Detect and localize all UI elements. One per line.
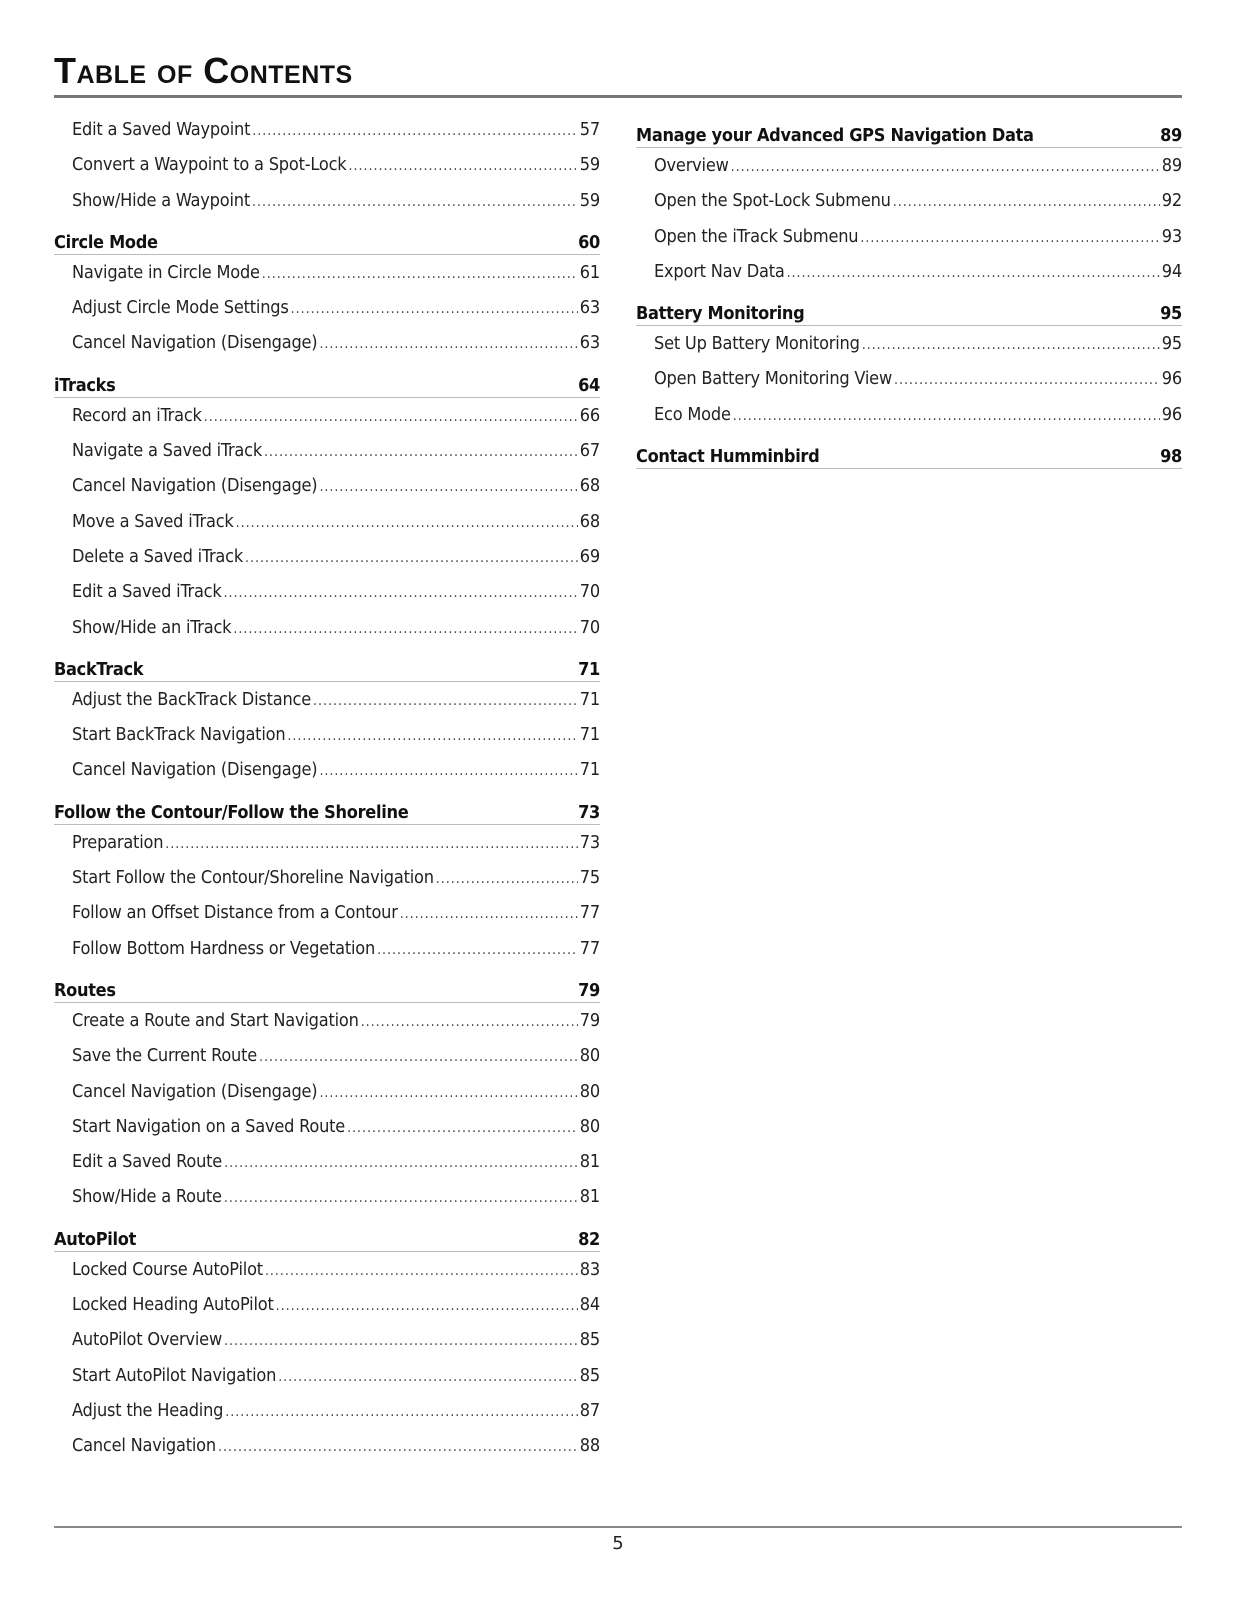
entry-label: Open Battery Monitoring View	[654, 368, 892, 390]
section-page-number: 89	[1160, 125, 1182, 146]
entry-page-number: 80	[579, 1115, 600, 1137]
dot-leader	[204, 400, 578, 435]
section-page-number: 73	[578, 801, 600, 823]
entry-page-number: 85	[579, 1364, 600, 1386]
entry-page-number: 83	[579, 1258, 600, 1280]
toc-entry[interactable]	[54, 147, 600, 182]
toc-entry[interactable]	[54, 717, 600, 752]
entry-label: Start BackTrack Navigation	[72, 724, 286, 746]
entry-label: Delete a Saved iTrack	[72, 545, 244, 567]
entry-label: Show/Hide a Waypoint	[72, 189, 250, 211]
toc-entry[interactable]	[54, 1109, 600, 1144]
dot-leader	[236, 506, 578, 541]
entry-page-number: 89	[1161, 155, 1182, 176]
dot-leader	[347, 1111, 578, 1146]
toc-entry[interactable]	[54, 290, 600, 325]
title-divider	[54, 95, 1182, 98]
section-heading[interactable]	[636, 296, 1182, 326]
dot-leader	[259, 1040, 578, 1075]
page-title: Table of Contents	[54, 50, 353, 91]
toc-section-battery-monitoring	[636, 296, 1182, 432]
entry-label: Navigate in Circle Mode	[72, 261, 260, 283]
dot-leader	[224, 1324, 578, 1359]
section-page-number: 79	[578, 979, 600, 1001]
entry-page-number: 71	[579, 724, 600, 746]
entry-page-number: 84	[579, 1294, 600, 1316]
entry-label: Cancel Navigation (Disengage)	[72, 759, 318, 781]
toc-entry[interactable]	[54, 1287, 600, 1322]
entry-label: Follow Bottom Hardness or Vegetation	[72, 937, 376, 959]
toc-entry[interactable]	[54, 398, 600, 433]
entry-page-number: 79	[579, 1009, 600, 1031]
toc-entry[interactable]	[54, 255, 600, 290]
entry-page-number: 63	[579, 332, 600, 354]
section-page-number: 71	[578, 658, 600, 680]
dot-leader	[225, 1395, 578, 1430]
dot-leader	[224, 1181, 578, 1216]
section-title: Routes	[54, 979, 116, 1001]
toc-entry[interactable]	[636, 397, 1182, 432]
toc-section-follow-the-contour-follow-the-shoreline	[54, 795, 600, 966]
toc-entry[interactable]	[54, 433, 600, 468]
toc-section-backtrack	[54, 652, 600, 788]
entry-label: Follow an Offset Distance from a Contour	[72, 902, 398, 924]
section-heading[interactable]	[54, 1222, 600, 1252]
entry-label: Navigate a Saved iTrack	[72, 440, 263, 462]
section-title: BackTrack	[54, 658, 144, 680]
entry-page-number: 57	[579, 119, 600, 140]
entry-label: Open the iTrack Submenu	[654, 225, 859, 247]
section-title: Contact Humminbird	[636, 446, 820, 468]
section-title: Circle Mode	[54, 231, 158, 253]
entry-page-number: 70	[579, 616, 600, 638]
toc-entry[interactable]	[54, 1003, 600, 1038]
toc-entry[interactable]	[54, 112, 600, 147]
toc-entry[interactable]	[54, 1144, 600, 1179]
dot-leader	[224, 1146, 578, 1181]
section-heading[interactable]	[54, 795, 600, 825]
entry-label: Convert a Waypoint to a Spot-Lock	[72, 154, 347, 176]
entry-page-number: 73	[579, 831, 600, 853]
entry-label: Cancel Navigation	[72, 1435, 216, 1457]
toc-entry[interactable]	[54, 1074, 600, 1109]
toc-entry[interactable]	[54, 1179, 600, 1214]
dot-leader	[252, 114, 578, 149]
entry-label: Create a Route and Start Navigation	[72, 1009, 359, 1031]
toc-section-itracks	[54, 368, 600, 645]
entry-page-number: 88	[579, 1435, 600, 1457]
entry-page-number: 70	[579, 581, 600, 603]
entry-page-number: 59	[579, 154, 600, 176]
entry-page-number: 80	[579, 1080, 600, 1102]
toc-entry[interactable]	[636, 254, 1182, 289]
dot-leader	[291, 292, 578, 327]
dot-leader	[348, 149, 577, 184]
entry-label: Overview	[654, 155, 729, 176]
toc-section-routes	[54, 973, 600, 1215]
dot-leader	[319, 470, 577, 505]
toc-entry[interactable]	[54, 895, 600, 930]
entry-page-number: 69	[579, 545, 600, 567]
entry-page-number: 93	[1161, 225, 1182, 247]
toc-entry[interactable]	[54, 1358, 600, 1393]
entry-label: Set Up Battery Monitoring	[654, 333, 860, 355]
dot-leader	[276, 1289, 578, 1324]
dot-leader	[165, 827, 578, 862]
entry-page-number: 92	[1161, 190, 1182, 212]
entry-label: Cancel Navigation (Disengage)	[72, 332, 318, 354]
dot-leader	[893, 185, 1160, 220]
entry-page-number: 71	[579, 688, 600, 710]
dot-leader	[319, 754, 577, 789]
dot-leader	[265, 1254, 578, 1289]
toc-entry[interactable]	[54, 682, 600, 717]
entry-label: Save the Current Route	[72, 1045, 258, 1067]
entry-label: Move a Saved iTrack	[72, 510, 234, 532]
dot-leader	[224, 576, 578, 611]
toc-entry[interactable]	[54, 539, 600, 574]
toc-section-continued	[54, 112, 600, 218]
entry-page-number: 67	[579, 440, 600, 462]
entry-label: Preparation	[72, 831, 164, 853]
entry-label: Start Follow the Contour/Shoreline Navigation	[72, 867, 434, 889]
entry-page-number: 61	[579, 261, 600, 283]
entry-page-number: 68	[579, 510, 600, 532]
section-title: AutoPilot	[54, 1228, 137, 1250]
toc-entry[interactable]	[54, 1252, 600, 1287]
entry-page-number: 94	[1161, 260, 1182, 282]
dot-leader	[252, 185, 578, 220]
dot-leader	[319, 327, 577, 362]
toc-entry[interactable]	[54, 1393, 600, 1428]
toc-entry[interactable]	[54, 468, 600, 503]
section-heading[interactable]	[54, 973, 600, 1003]
entry-page-number: 77	[579, 937, 600, 959]
entry-page-number: 85	[579, 1329, 600, 1351]
dot-leader	[319, 1076, 577, 1111]
dot-leader	[377, 933, 578, 968]
toc-entry[interactable]	[54, 825, 600, 860]
section-heading[interactable]	[54, 225, 600, 255]
entry-label: Adjust the BackTrack Distance	[72, 688, 312, 710]
toc-entry[interactable]	[54, 1322, 600, 1357]
toc-left-column	[54, 112, 600, 1471]
dot-leader	[733, 399, 1160, 434]
dot-leader	[218, 1430, 578, 1465]
section-title: iTracks	[54, 374, 116, 396]
section-page-number: 64	[578, 374, 600, 396]
section-heading[interactable]	[636, 439, 1182, 469]
entry-page-number: 63	[579, 297, 600, 319]
toc-entry[interactable]	[636, 219, 1182, 254]
entry-page-number: 81	[579, 1151, 600, 1173]
entry-page-number: 96	[1161, 403, 1182, 425]
section-title: Follow the Contour/Follow the Shoreline	[54, 801, 409, 823]
dot-leader	[787, 256, 1160, 291]
entry-page-number: 87	[579, 1399, 600, 1421]
toc-entry[interactable]	[54, 860, 600, 895]
entry-label: Adjust Circle Mode Settings	[72, 297, 289, 319]
dot-leader	[262, 257, 578, 292]
footer-divider	[54, 1526, 1182, 1528]
entry-label: Show/Hide a Route	[72, 1186, 222, 1208]
entry-label: Edit a Saved Waypoint	[72, 119, 251, 140]
entry-page-number: 71	[579, 759, 600, 781]
entry-label: Start AutoPilot Navigation	[72, 1364, 277, 1386]
entry-page-number: 95	[1161, 333, 1182, 355]
toc-entry[interactable]	[636, 148, 1182, 183]
toc-entry[interactable]	[636, 326, 1182, 361]
section-heading[interactable]	[636, 118, 1182, 148]
dot-leader	[313, 684, 578, 719]
section-page-number: 82	[578, 1228, 600, 1250]
toc-entry[interactable]	[54, 504, 600, 539]
entry-label: Show/Hide an iTrack	[72, 616, 232, 638]
toc-section-manage-your-advanced-gps-navigation-data	[636, 118, 1182, 289]
section-heading[interactable]	[54, 652, 600, 682]
toc-entry[interactable]	[54, 325, 600, 360]
toc-entry[interactable]	[54, 752, 600, 787]
dot-leader	[436, 862, 578, 897]
entry-label: AutoPilot Overview	[72, 1329, 222, 1351]
entry-page-number: 81	[579, 1186, 600, 1208]
entry-label: Cancel Navigation (Disengage)	[72, 1080, 318, 1102]
entry-label: Adjust the Heading	[72, 1399, 224, 1421]
toc-entry[interactable]	[54, 931, 600, 966]
toc-entry[interactable]	[636, 183, 1182, 218]
entry-label: Export Nav Data	[654, 260, 785, 282]
dot-leader	[860, 221, 1159, 256]
entry-page-number: 77	[579, 902, 600, 924]
dot-leader	[287, 719, 577, 754]
toc-entry[interactable]	[636, 361, 1182, 396]
entry-label: Open the Spot-Lock Submenu	[654, 190, 891, 212]
page-number: 5	[612, 1533, 624, 1554]
dot-leader	[233, 612, 577, 647]
entry-label: Locked Course AutoPilot	[72, 1258, 263, 1280]
entry-label: Record an iTrack	[72, 404, 202, 426]
toc-entry[interactable]	[54, 574, 600, 609]
entry-label: Cancel Navigation (Disengage)	[72, 475, 318, 497]
section-title: Battery Monitoring	[636, 303, 805, 325]
dot-leader	[731, 150, 1160, 185]
toc-section-contact-humminbird	[636, 439, 1182, 469]
section-page-number: 60	[578, 231, 600, 253]
dot-leader	[278, 1360, 578, 1395]
entry-page-number: 68	[579, 475, 600, 497]
entry-page-number: 75	[579, 867, 600, 889]
dot-leader	[894, 363, 1160, 398]
toc-section-autopilot	[54, 1222, 600, 1464]
section-page-number: 95	[1160, 303, 1182, 325]
toc-section-circle-mode	[54, 225, 600, 361]
section-page-number: 98	[1160, 446, 1182, 468]
dot-leader	[245, 541, 578, 576]
entry-label: Start Navigation on a Saved Route	[72, 1115, 346, 1137]
entry-page-number: 59	[579, 189, 600, 211]
toc-entry[interactable]	[54, 1038, 600, 1073]
entry-page-number: 66	[579, 404, 600, 426]
dot-leader	[264, 435, 578, 470]
section-title: Manage your Advanced GPS Navigation Data	[636, 125, 1034, 146]
dot-leader	[862, 328, 1160, 363]
toc-right-column	[636, 112, 1182, 476]
entry-label: Locked Heading AutoPilot	[72, 1294, 274, 1316]
entry-page-number: 96	[1161, 368, 1182, 390]
toc-entry[interactable]	[54, 1428, 600, 1463]
dot-leader	[400, 897, 578, 932]
entry-page-number: 80	[579, 1045, 600, 1067]
toc-entry[interactable]	[54, 183, 600, 218]
entry-label: Edit a Saved iTrack	[72, 581, 222, 603]
dot-leader	[361, 1005, 578, 1040]
toc-entry[interactable]	[54, 610, 600, 645]
entry-label: Eco Mode	[654, 403, 731, 425]
entry-label: Edit a Saved Route	[72, 1151, 223, 1173]
section-heading[interactable]	[54, 368, 600, 398]
